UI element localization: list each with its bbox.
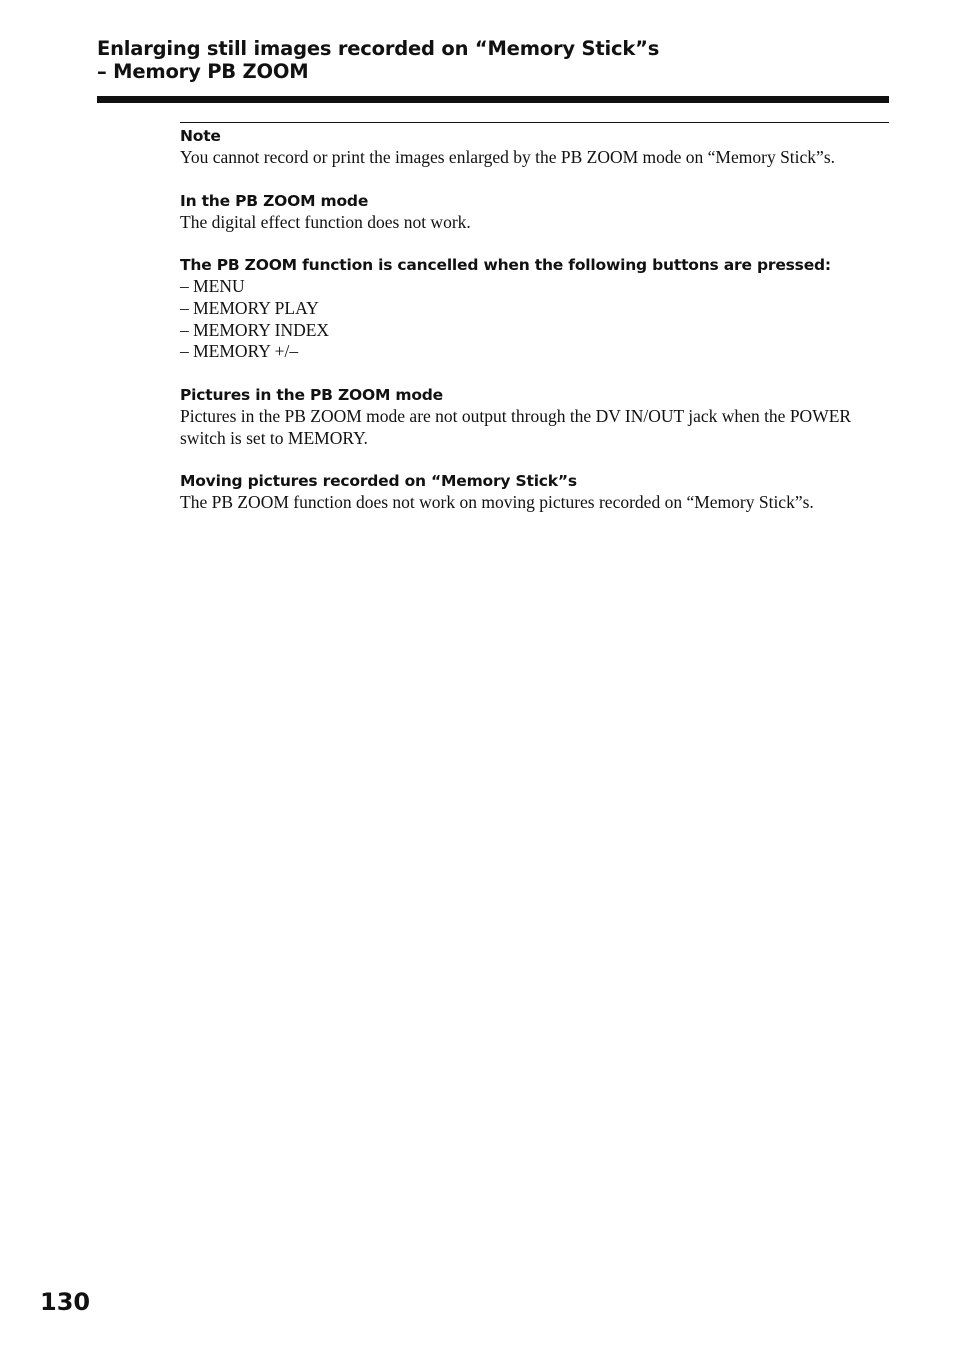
- pb-zoom-mode-section: [180, 190, 889, 234]
- note-section: [180, 125, 889, 169]
- pictures-heading: Pictures in the PB ZOOM mode: [180, 386, 443, 405]
- title-rule: [97, 96, 889, 103]
- note-body: You cannot record or print the images enlarged by the PB ZOOM mode on “Memory Stick”s.: [180, 147, 836, 167]
- content-area: [180, 125, 889, 535]
- list-item: – MENU: [180, 276, 245, 296]
- pb-zoom-mode-body: The digital effect function does not work.: [180, 211, 471, 232]
- title-line-2: – Memory PB ZOOM: [97, 60, 309, 83]
- list-item: – MEMORY PLAY: [180, 297, 319, 318]
- page-title: [97, 37, 889, 83]
- list-item: – MEMORY INDEX: [180, 319, 330, 340]
- section-rule: [180, 122, 889, 123]
- cancel-buttons-heading: The PB ZOOM function is cancelled when the following buttons are pressed:: [180, 256, 831, 274]
- moving-pictures-body: The PB ZOOM function does not work on moving pictures recorded on “Memory Stick”s.: [180, 492, 814, 513]
- moving-pictures-section: [180, 470, 889, 514]
- moving-pictures-heading: Moving pictures recorded on “Memory Stick”s: [180, 472, 577, 491]
- title-line-1: Enlarging still images recorded on “Memory Stick”s: [97, 37, 660, 60]
- cancel-buttons-section: [180, 254, 889, 363]
- note-heading: Note: [180, 127, 221, 145]
- pictures-body: Pictures in the PB ZOOM mode are not output through the DV IN/OUT jack when the POWER switch is set to MEMORY.: [180, 406, 852, 448]
- pictures-section: [180, 384, 889, 449]
- list-item: – MEMORY +/–: [180, 341, 299, 362]
- pb-zoom-mode-heading: In the PB ZOOM mode: [180, 191, 369, 210]
- page-number: 130: [40, 1288, 91, 1316]
